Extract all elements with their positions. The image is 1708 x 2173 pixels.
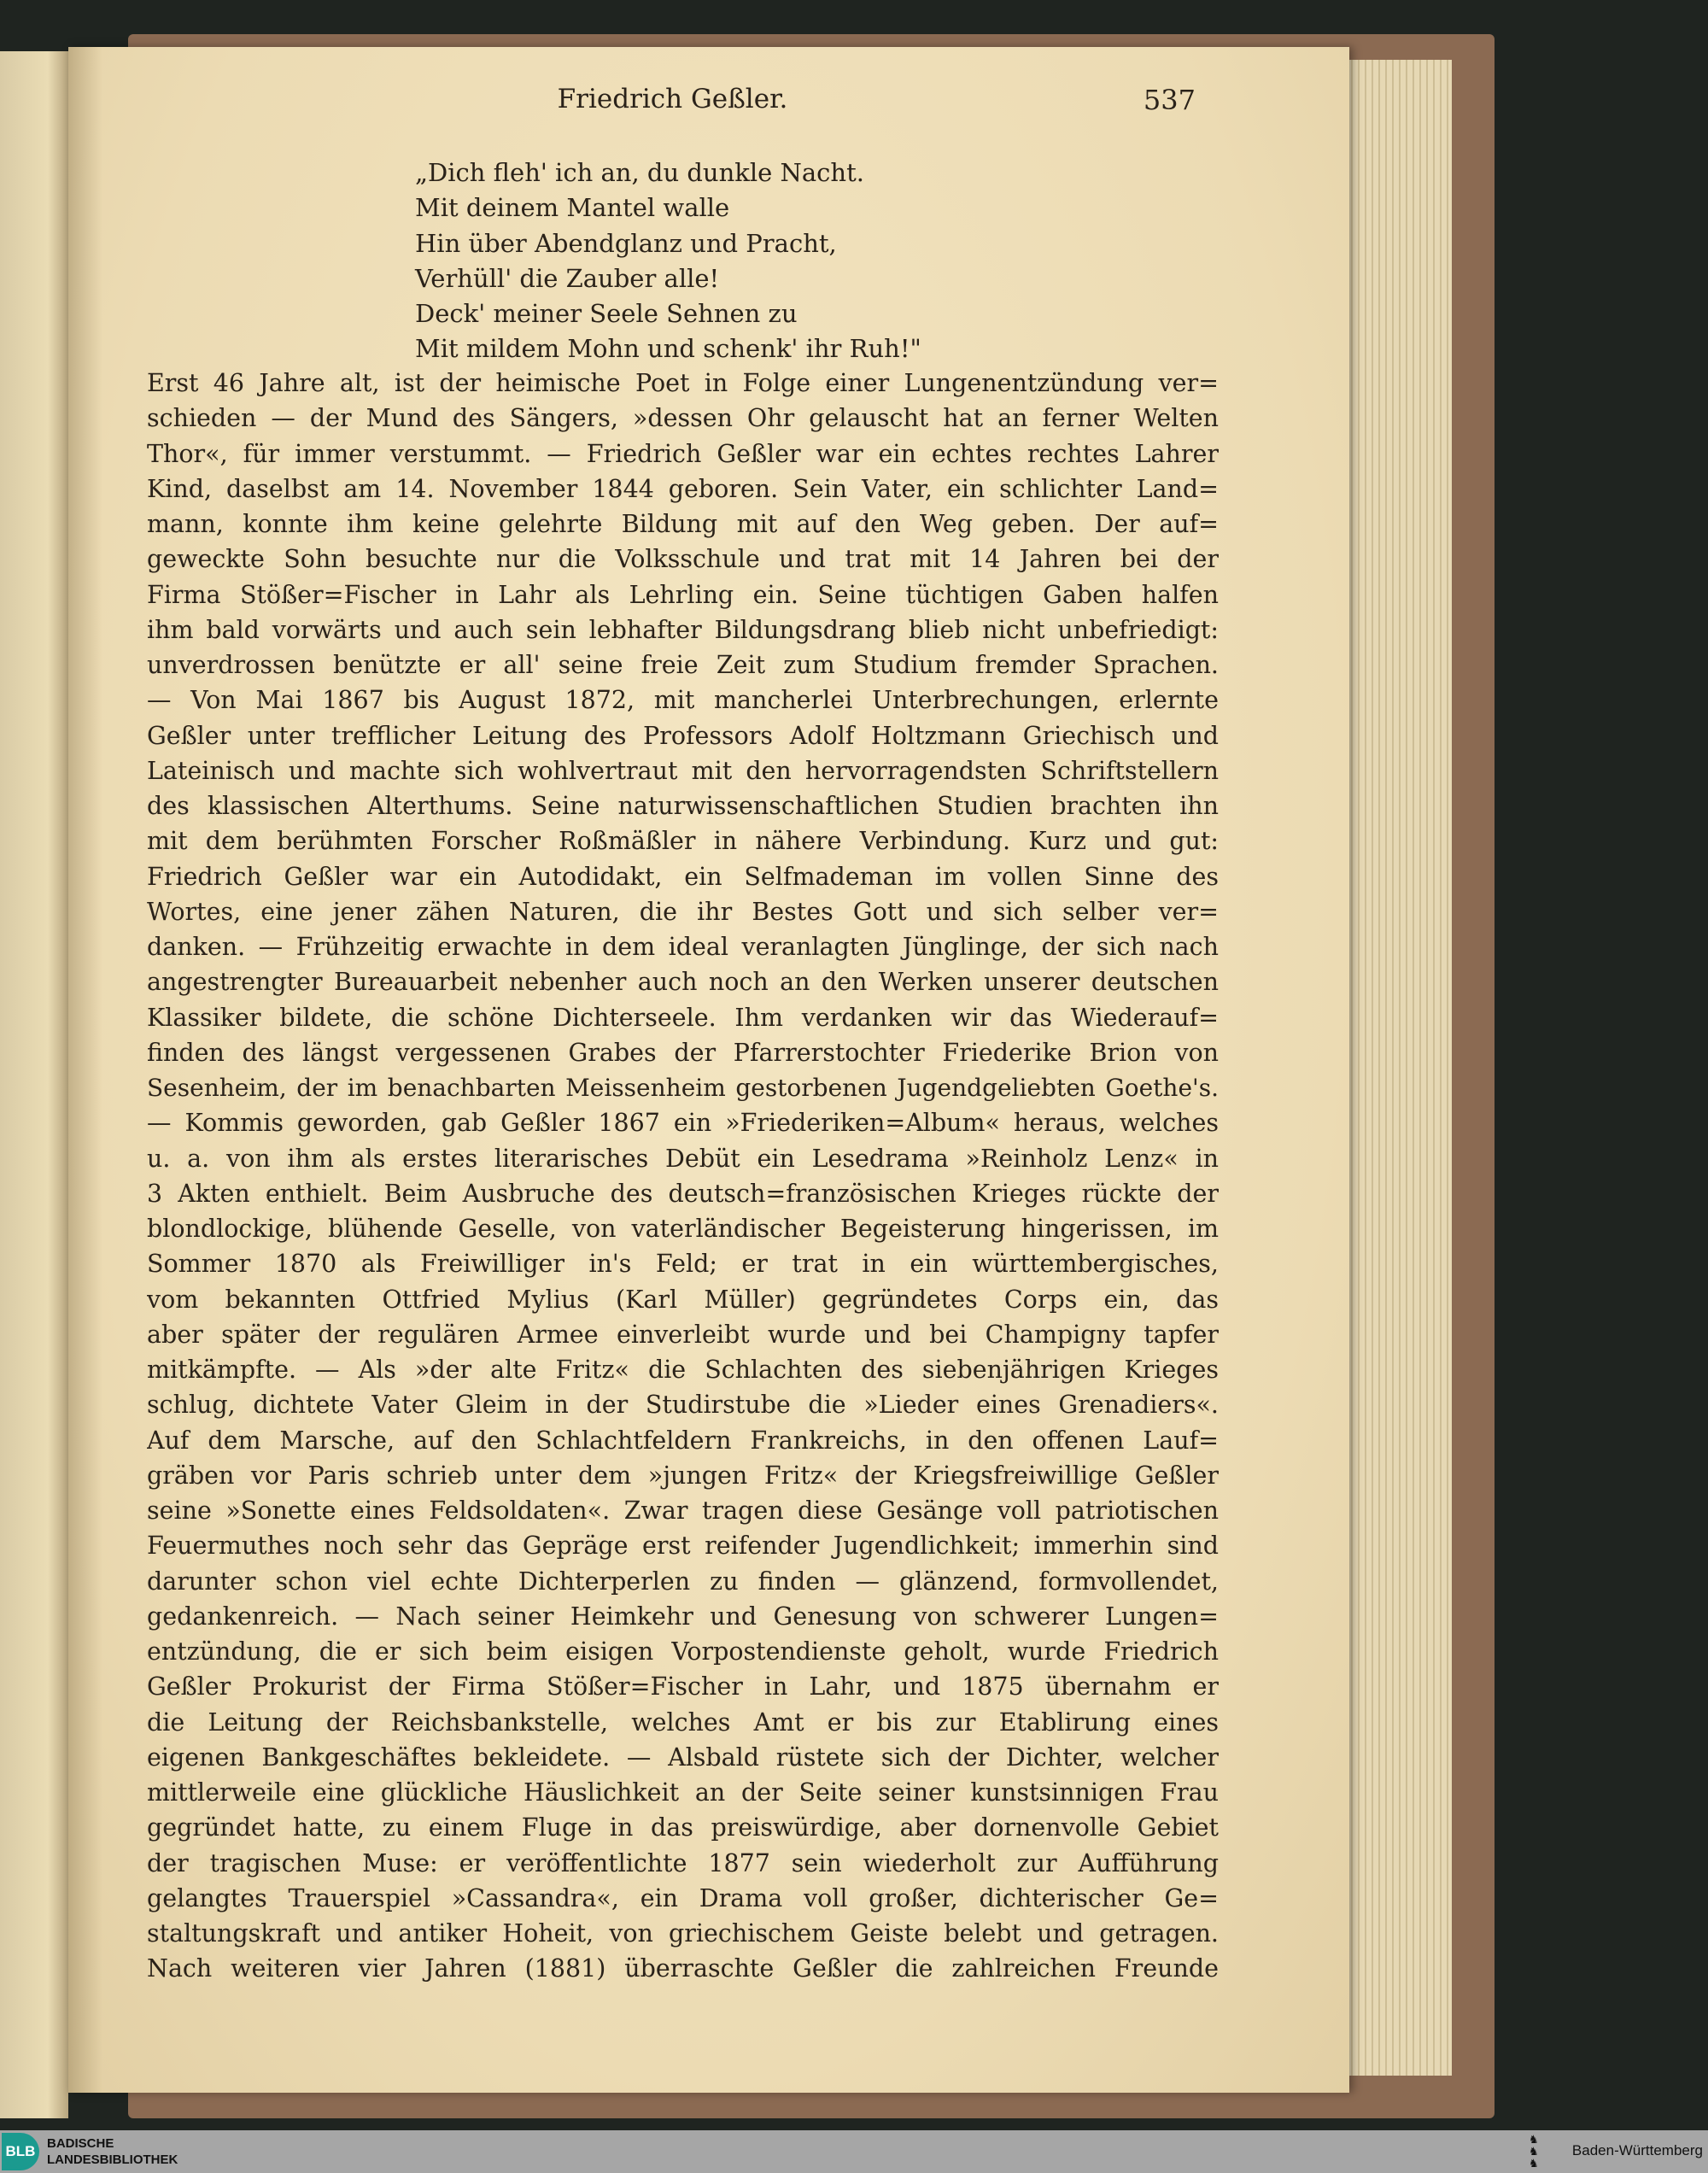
- text-line: aber später der regulären Armee einverleibt wurde und bei Champigny tapfer: [147, 1320, 1219, 1349]
- text-line: seine »Sonette eines Feldsoldaten«. Zwar tragen diese Gesänge voll patriotischen: [147, 1496, 1219, 1525]
- text-line: u. a. von ihm als erstes literarisches Debüt ein Lesedrama »Reinholz Lenz« in: [147, 1144, 1219, 1173]
- text-line: Lateinisch und machte sich wohlvertraut mit den hervorragendsten Schriftstellern: [147, 756, 1219, 785]
- text-line: Feuermuthes noch sehr das Gepräge erst reifender Jugendlichkeit; immerhin sind: [147, 1532, 1219, 1561]
- text-line: geweckte Sohn besuchte nur die Volksschule und trat mit 14 Jahren bei der: [147, 545, 1219, 574]
- text-line: ihm bald vorwärts und auch sein lebhafter Bildungsdrang blieb nicht unbefriedigt:: [147, 615, 1219, 644]
- text-line: angestrengter Bureauarbeit nebenher auch noch an den Werken unserer deutschen: [147, 968, 1219, 997]
- text-line: eigenen Bankgeschäftes bekleidete. — Alsbald rüstete sich der Dichter, welcher: [147, 1742, 1219, 1772]
- poem-line: Mit mildem Mohn und schenk' ihr Ruh!": [415, 334, 921, 364]
- page-number: 537: [1143, 84, 1196, 116]
- running-header: [149, 84, 1196, 121]
- poem-line: „Dich fleh' ich an, du dunkle Nacht.: [415, 158, 864, 187]
- text-line: Geßler Prokurist der Firma Stößer=Fischer in Lahr, und 1875 übernahm er: [147, 1672, 1219, 1702]
- library-name-line1: BADISCHE: [47, 2136, 114, 2151]
- poem-line: Verhüll' die Zauber alle!: [415, 263, 720, 293]
- poem-line: Mit deinem Mantel walle: [415, 193, 730, 223]
- text-line: der tragischen Muse: er veröffentlichte 1877 sein wiederholt zur Aufführung: [147, 1848, 1219, 1877]
- text-line: darunter schon viel echte Dichterperlen zu finden — glänzend, formvollendet,: [147, 1567, 1219, 1596]
- text-line: die Leitung der Reichsbankstelle, welches Amt er bis zur Etablirung eines: [147, 1707, 1219, 1737]
- page-edges: [1332, 60, 1452, 2076]
- text-line: entzündung, die er sich beim eisigen Vorpostendienste geholt, wurde Friedrich: [147, 1637, 1219, 1666]
- text-line: des klassischen Alterthums. Seine naturwissenschaftlichen Studien brachten ihn: [147, 792, 1219, 820]
- text-line: Sommer 1870 als Freiwilliger in's Feld; er trat in ein württembergisches,: [147, 1250, 1219, 1279]
- text-line: schieden — der Mund des Sängers, »dessen Ohr gelauscht hat an ferner Welten: [147, 404, 1219, 433]
- page-gutter: [68, 47, 102, 2093]
- text-line: Auf dem Marsche, auf den Schlachtfeldern Frankreichs, in den offenen Lauf=: [147, 1426, 1219, 1455]
- lion-crest-icon: ♞ ♞ ♞: [1529, 2133, 1539, 2170]
- poem-quote: [415, 155, 921, 367]
- text-line: — Von Mai 1867 bis August 1872, mit mancherlei Unterbrechungen, erlernte: [147, 686, 1219, 715]
- left-page-edge: [0, 51, 68, 2118]
- text-line: Geßler unter trefflicher Leitung des Professors Adolf Holtzmann Griechisch und: [147, 721, 1219, 750]
- state-logo-text[interactable]: Baden-Württemberg: [1571, 2142, 1703, 2158]
- text-line: blondlockige, blühende Geselle, von vaterländischer Begeisterung hingerissen, im: [147, 1215, 1219, 1243]
- text-line: gräben vor Paris schrieb unter dem »jungen Fritz« der Kriegsfreiwillige Geßler: [147, 1461, 1219, 1490]
- text-line: danken. — Frühzeitig erwachte in dem ideal veranlagten Jünglinge, der sich nach: [147, 933, 1219, 961]
- text-line: Friedrich Geßler war ein Autodidakt, ein Selfmademan im vollen Sinne des: [147, 862, 1219, 891]
- text-line: unverdrossen benützte er all' seine freie Zeit zum Studium fremder Sprachen.: [147, 651, 1219, 679]
- text-line: 3 Akten enthielt. Beim Ausbruche des deutsch=französischen Krieges rückte der: [147, 1179, 1219, 1208]
- text-line: mittlerweile eine glückliche Häuslichkeit an der Seite seiner kunstsinnigen Frau: [147, 1778, 1219, 1807]
- library-name-line2: LANDESBIBLIOTHEK: [47, 2152, 178, 2167]
- text-line: gelangtes Trauerspiel »Cassandra«, ein Drama voll großer, dichterischer Ge=: [147, 1883, 1219, 1912]
- text-line: gedankenreich. — Nach seiner Heimkehr und Genesung von schwerer Lungen=: [147, 1602, 1219, 1631]
- text-line: Erst 46 Jahre alt, ist der heimische Poet in Folge einer Lungenentzündung ver=: [147, 369, 1219, 397]
- blb-logo[interactable]: BLB: [2, 2133, 39, 2170]
- body-text: [147, 366, 1219, 1987]
- text-line: staltungskraft und antiker Hoheit, von griechischem Geiste belebt und getragen.: [147, 1919, 1219, 1948]
- text-line: vom bekannten Ottfried Mylius (Karl Müller) gegründetes Corps ein, das: [147, 1285, 1219, 1314]
- text-line: Wortes, eine jener zähen Naturen, die ihr Bestes Gott und sich selber ver=: [147, 897, 1219, 926]
- text-line: finden des längst vergessenen Grabes der Pfarrerstochter Friederike Brion von: [147, 1038, 1219, 1067]
- text-line: Klassiker bildete, die schöne Dichterseele. Ihm verdanken wir das Wiederauf=: [147, 1003, 1219, 1032]
- text-line: mann, konnte ihm keine gelehrte Bildung mit auf den Weg geben. Der auf=: [147, 510, 1219, 538]
- poem-line: Deck' meiner Seele Sehnen zu: [415, 299, 798, 329]
- poem-line: Hin über Abendglanz und Pracht,: [415, 228, 837, 258]
- text-line: Kind, daselbst am 14. November 1844 geboren. Sein Vater, ein schlichter Land=: [147, 474, 1219, 503]
- text-line: mit dem berühmten Forscher Roßmäßler in nähere Verbindung. Kurz und gut:: [147, 827, 1219, 856]
- text-line: — Kommis geworden, gab Geßler 1867 ein »Friederiken=Album« heraus, welches: [147, 1109, 1219, 1138]
- text-line: Thor«, für immer verstummt. — Friedrich Geßler war ein echtes rechtes Lahrer: [147, 439, 1219, 468]
- viewer-footer: [0, 2130, 1708, 2173]
- text-line: mitkämpfte. — Als »der alte Fritz« die Schlachten des siebenjährigen Krieges: [147, 1356, 1219, 1384]
- text-line: schlug, dichtete Vater Gleim in der Studirstube die »Lieder eines Grenadiers«.: [147, 1391, 1219, 1420]
- text-line: Nach weiteren vier Jahren (1881) überraschte Geßler die zahlreichen Freunde: [147, 1954, 1219, 1983]
- text-line: gegründet hatte, zu einem Fluge in das preiswürdige, aber dornenvolle Gebiet: [147, 1813, 1219, 1842]
- text-line: Firma Stößer=Fischer in Lahr als Lehrling ein. Seine tüchtigen Gaben halfen: [147, 580, 1219, 609]
- text-line: Sesenheim, der im benachbarten Meissenheim gestorbenen Jugendgeliebten Goethe's.: [147, 1074, 1219, 1102]
- running-title: Friedrich Geßler.: [557, 84, 788, 114]
- library-name: [47, 2135, 178, 2168]
